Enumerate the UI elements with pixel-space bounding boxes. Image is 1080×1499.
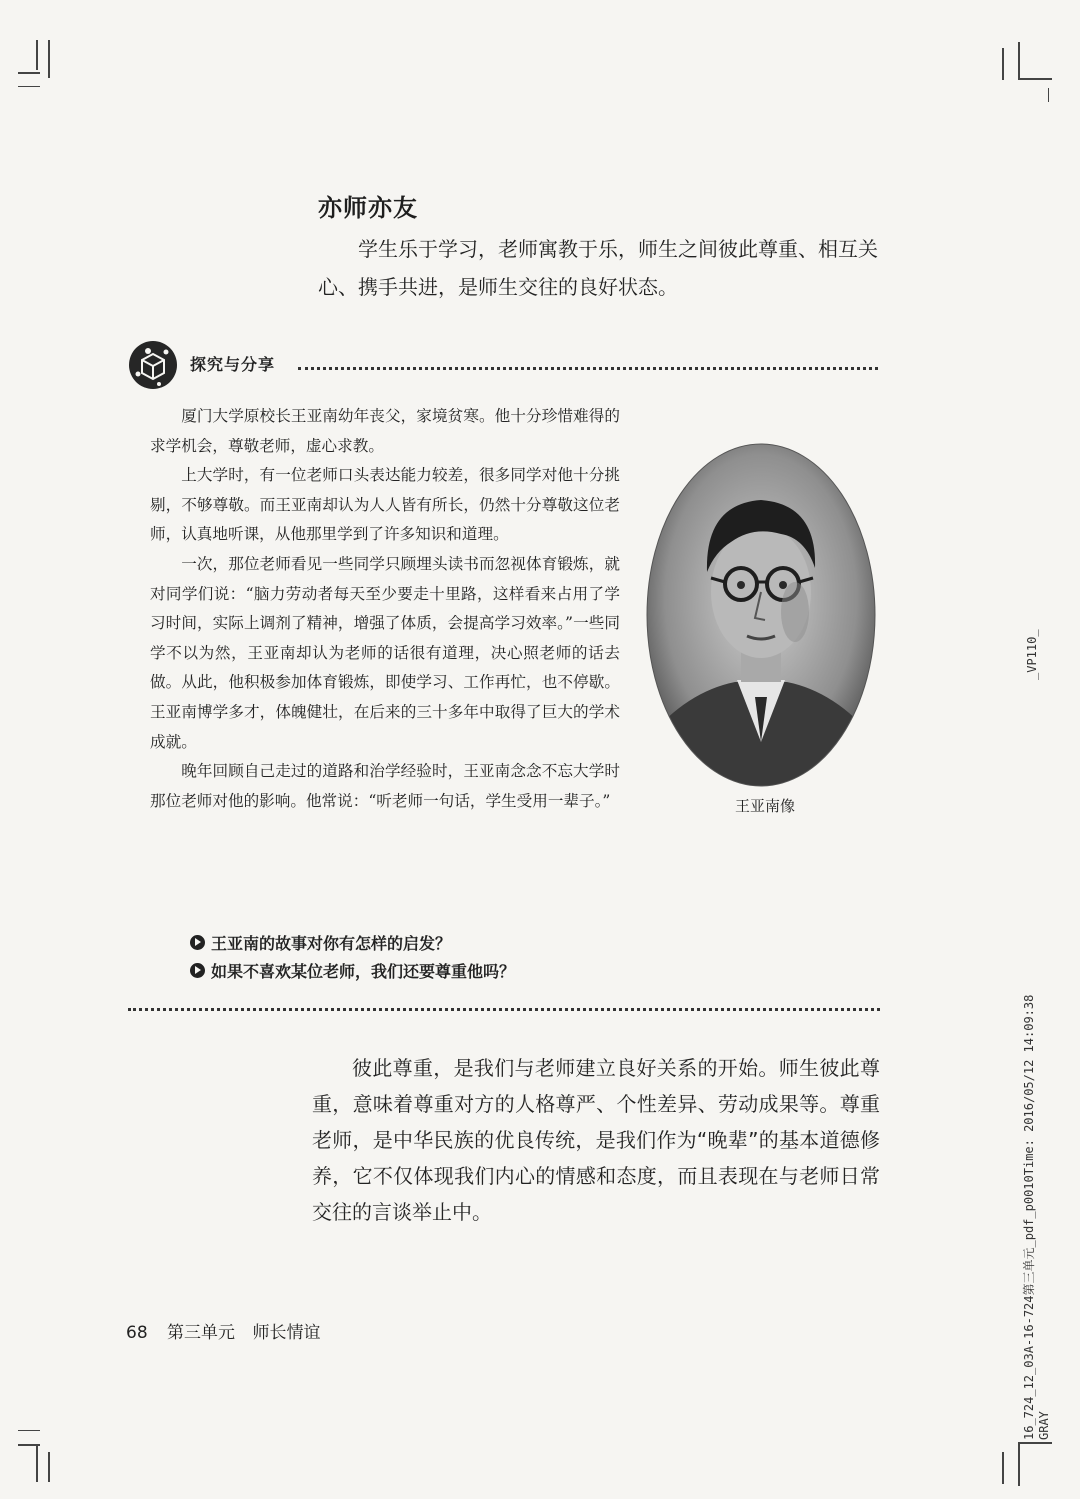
question-item bbox=[190, 928, 515, 956]
crop-mark-top-left bbox=[18, 86, 40, 87]
explore-share-label: 探究与分享 bbox=[190, 355, 276, 374]
portrait-caption: 王亚南像 bbox=[734, 797, 795, 815]
arrow-bullet-icon bbox=[190, 963, 205, 978]
explore-share-header bbox=[128, 340, 880, 390]
story-text bbox=[150, 402, 620, 816]
body-text: 彼此尊重，是我们与老师建立良好关系的开始。师生彼此尊重，意味着尊重对方的人格尊严、个性差异、劳动成果等。尊重老师，是中华民族的优良传统，是我们作为“晚辈”的基本道德修养，它不仅体现我们内心的情感和态度，而且表现在与老师日常交往的言谈举止中。 bbox=[312, 1056, 880, 1224]
dotted-divider-top bbox=[298, 367, 878, 370]
crop-mark-top-right bbox=[1018, 78, 1052, 80]
intro-paragraph bbox=[318, 230, 883, 306]
arrow-bullet-icon bbox=[190, 935, 205, 950]
crop-mark-top-right bbox=[1048, 88, 1049, 102]
question-text: 如果不喜欢某位老师，我们还要尊重他吗？ bbox=[211, 961, 516, 981]
body-paragraph bbox=[312, 1050, 880, 1230]
discussion-questions bbox=[190, 928, 515, 984]
crop-mark-bottom-right bbox=[1018, 1442, 1052, 1444]
page-number: 68 bbox=[126, 1323, 148, 1343]
intro-text: 学生乐于学习，老师寓教于乐，师生之间彼此尊重、相互关心、携手共进，是师生交往的良好状态。 bbox=[318, 237, 878, 299]
question-text: 王亚南的故事对你有怎样的启发？ bbox=[211, 933, 452, 953]
unit-title: 师长情谊 bbox=[252, 1323, 321, 1343]
story-paragraph: 一次，那位老师看见一些同学只顾埋头读书而忽视体育锻炼，就对同学们说：“脑力劳动者每天至少要走十里路，这样看来占用了学习时间，实际上调剂了精神，增强了体质，会提高学习效率。”一些同学不以为然，王亚南却认为老师的话很有道理，决心照老师的话去做。从此，他积极参加体育锻炼，即使学习、工作再忙，也不停歇。王亚南博学多才，体魄健壮，在后来的三十多年中取得了巨大的学术成就。 bbox=[150, 554, 620, 751]
crop-mark-top-right bbox=[1018, 42, 1020, 80]
print-color-mode: GRAY bbox=[1037, 1411, 1051, 1440]
crop-mark-bottom-right bbox=[1018, 1442, 1020, 1486]
crop-mark-bottom-right bbox=[1002, 1452, 1004, 1484]
crop-mark-top-left bbox=[36, 40, 38, 70]
print-metadata-line: 16_724_12_03A-16-724第三单元_pdf_p0010Time: 2016/05/12 14:09:38 bbox=[1022, 994, 1036, 1440]
crop-mark-top-left bbox=[18, 72, 40, 74]
question-item bbox=[190, 956, 515, 984]
side-print-metadata bbox=[1022, 995, 1052, 1440]
story-paragraph: 厦门大学原校长王亚南幼年丧父，家境贫寒。他十分珍惜难得的求学机会，尊敬老师，虚心求教。 bbox=[150, 407, 620, 455]
unit-label: 第三单元 bbox=[167, 1323, 236, 1343]
explore-cube-icon bbox=[128, 340, 178, 390]
story-paragraph: 上大学时，有一位老师口头表达能力较差，很多同学对他十分挑剔，不够尊敬。而王亚南却认为人人皆有所长，仍然十分尊敬这位老师，认真地听课，从他那里学到了许多知识和道理。 bbox=[150, 466, 620, 544]
crop-mark-top-right bbox=[1002, 48, 1004, 80]
crop-mark-bottom-left bbox=[48, 1452, 50, 1482]
crop-mark-bottom-left bbox=[36, 1446, 38, 1482]
section-title: 亦师亦友 bbox=[318, 194, 418, 222]
page-footer bbox=[126, 1318, 320, 1343]
side-print-code: _VP110_ bbox=[1025, 629, 1039, 680]
portrait-image bbox=[645, 442, 877, 788]
dotted-divider-bottom bbox=[128, 1008, 880, 1011]
crop-mark-top-left bbox=[48, 40, 50, 78]
story-paragraph: 晚年回顾自己走过的道路和治学经验时，王亚南念念不忘大学时那位老师对他的影响。他常说：“听老师一句话，学生受用一辈子。” bbox=[150, 762, 620, 810]
crop-mark-bottom-left bbox=[18, 1430, 40, 1431]
